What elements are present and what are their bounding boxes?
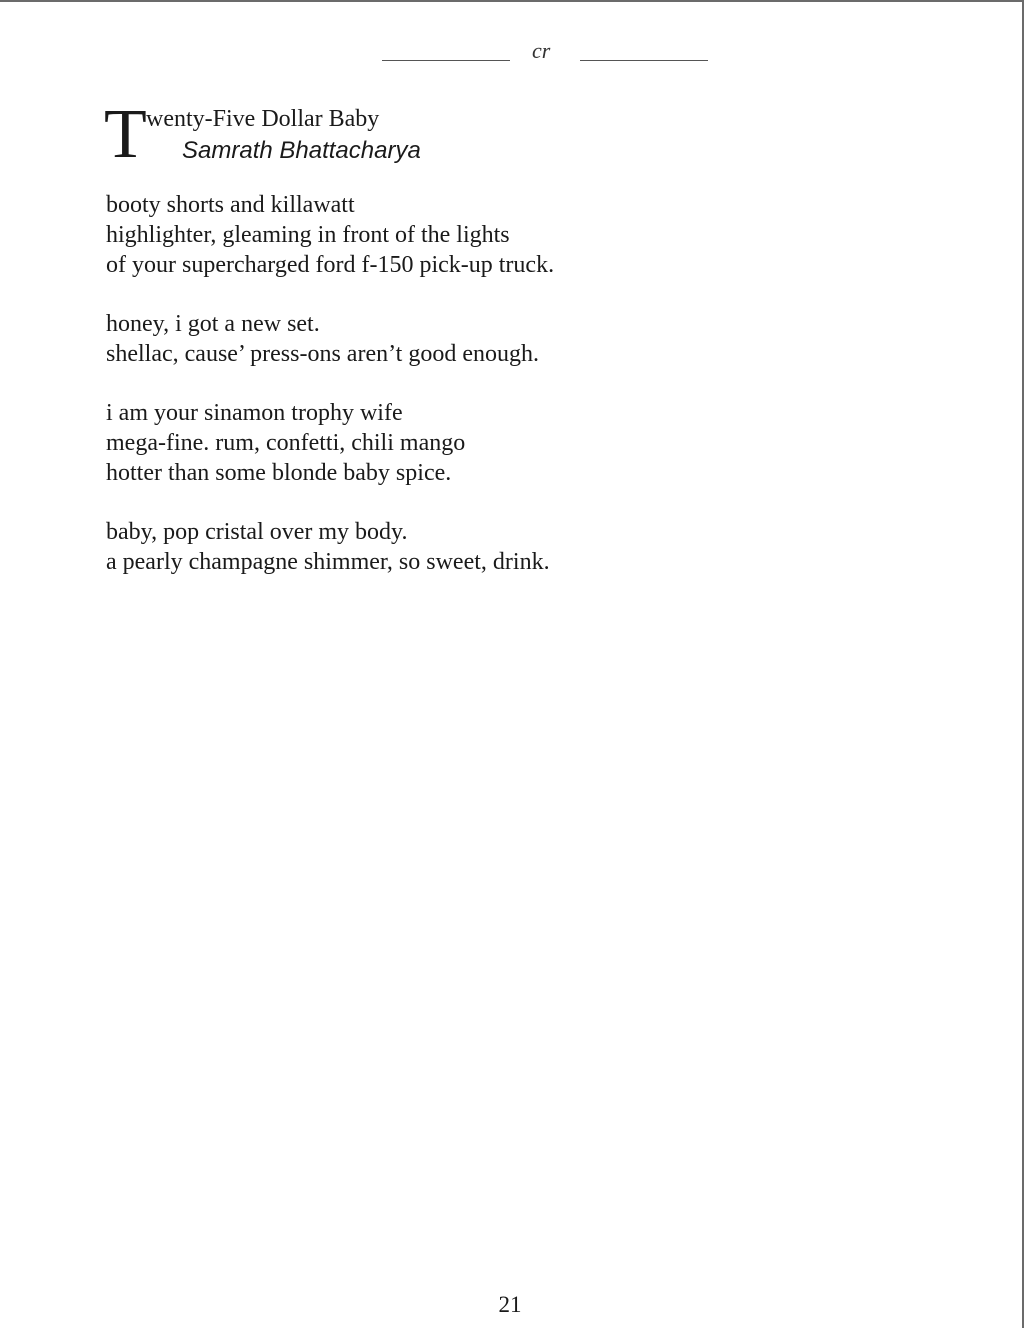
title-drop-cap: T: [104, 96, 147, 173]
poem-line: shellac, cause’ press-ons aren’t good enough.: [106, 341, 539, 367]
header-rule-left: [382, 60, 510, 61]
stanza-1: [106, 190, 926, 280]
running-header: [382, 38, 708, 64]
poem-author: Samrath Bhattacharya: [182, 137, 421, 164]
poem-line: honey, i got a new set.: [106, 311, 320, 337]
poem-line: a pearly champagne shimmer, so sweet, drink.: [106, 549, 550, 575]
stanza-2: [106, 309, 926, 369]
poem-line: hotter than some blonde baby spice.: [106, 460, 452, 486]
poem-line: baby, pop cristal over my body.: [106, 519, 408, 545]
poem-body: [106, 190, 926, 606]
stanza-4: [106, 517, 926, 577]
page-number: 21: [498, 1292, 522, 1317]
poem-line: mega-fine. rum, confetti, chili mango: [106, 430, 466, 456]
header-text: cr: [532, 38, 551, 63]
poem-line: highlighter, gleaming in front of the lights: [106, 222, 510, 248]
stanza-3: [106, 398, 926, 488]
title-block: [104, 96, 604, 173]
poem-line: i am your sinamon trophy wife: [106, 400, 403, 426]
poem-title: wenty-Five Dollar Baby: [146, 106, 380, 132]
header-rule-right: [580, 60, 708, 61]
poem-line: of your supercharged ford f-150 pick-up truck.: [106, 252, 555, 278]
poem-line: booty shorts and killawatt: [106, 192, 355, 218]
